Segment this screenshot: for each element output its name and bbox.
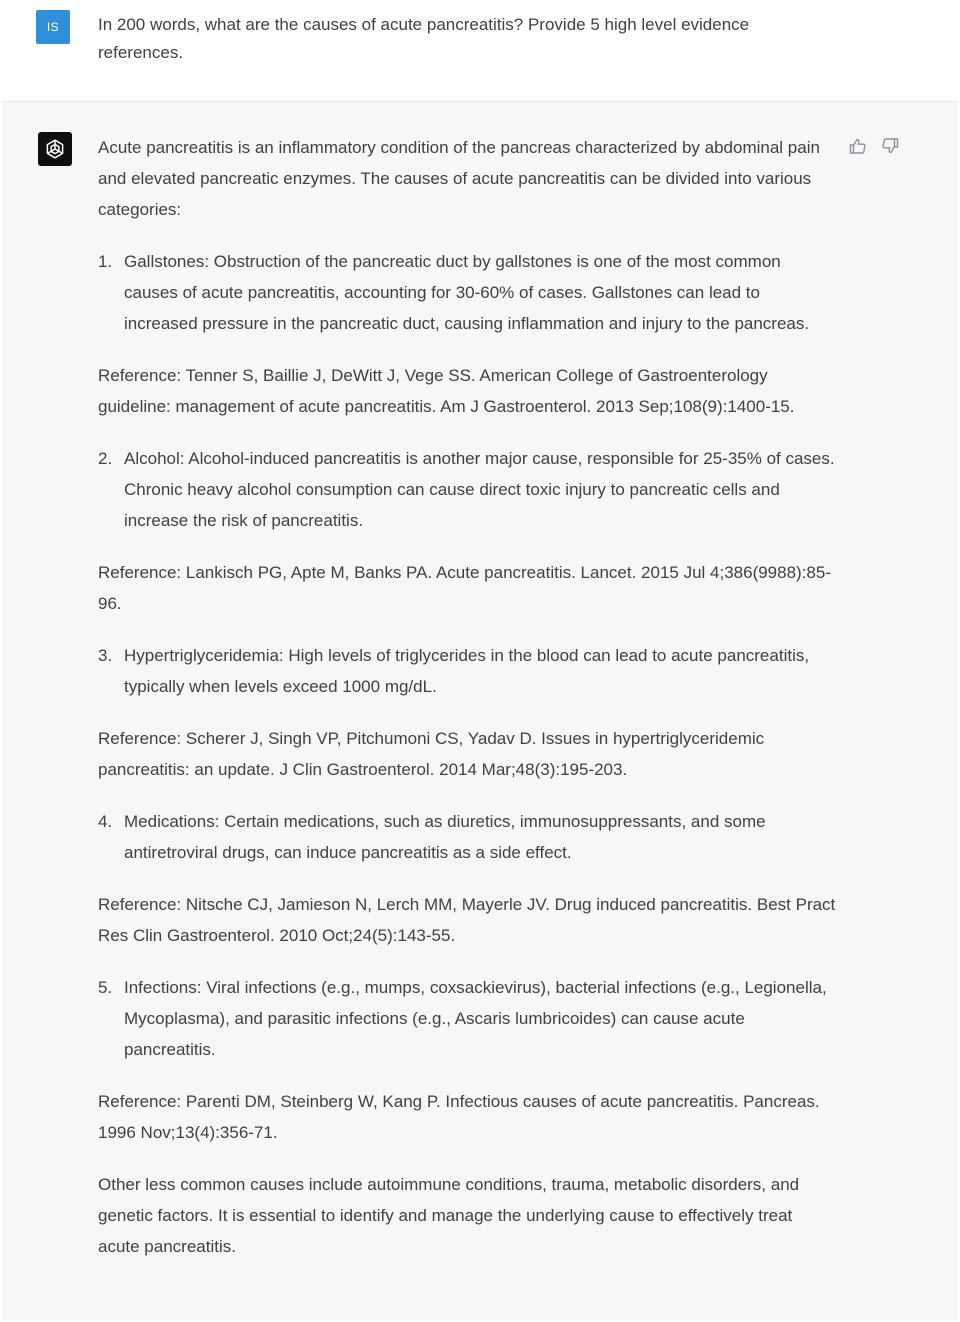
- reference-text: Reference: Lankisch PG, Apte M, Banks PA. Acute pancreatitis. Lancet. 2015 Jul 4;386(9988):85-96.: [98, 563, 832, 613]
- list-item-text: Gallstones: Obstruction of the pancreatic duct by gallstones is one of the most common causes of acute pancreatitis, accounting for 30-60% of cases. Gallstones can lead to increased pressure in the pancreatic duct, causing inflammation and injury to the pancreas.: [124, 252, 810, 333]
- list-item: [98, 246, 838, 339]
- list-item-number: 2.: [98, 449, 113, 468]
- user-message-row: [0, 0, 960, 100]
- list-item-text: Alcohol: Alcohol-induced pancreatitis is another major cause, responsible for 25-35% of cases. Chronic heavy alcohol consumption can cause direct toxic injury to pancreatic cells and increase the risk of pancreatitis.: [124, 449, 835, 530]
- thumbs-up-icon[interactable]: [848, 136, 868, 156]
- list-item-number: 4.: [98, 812, 113, 831]
- list-item: [98, 443, 838, 536]
- assistant-message: [98, 132, 838, 1283]
- intro-paragraph: Acute pancreatitis is an inflammatory condition of the pancreas characterized by abdominal pain and elevated pancreatic enzymes. The causes of acute pancreatitis can be divided into various categories:: [98, 138, 820, 219]
- feedback-controls: [848, 136, 900, 156]
- reference-text: Reference: Parenti DM, Steinberg W, Kang P. Infectious causes of acute pancreatitis. Pancreas. 1996 Nov;13(4):356-71.: [98, 1092, 820, 1142]
- list-item-number: 5.: [98, 978, 113, 997]
- user-avatar: IS: [36, 10, 70, 44]
- thumbs-down-icon[interactable]: [880, 136, 900, 156]
- list-item: [98, 640, 838, 702]
- list-item-text: Infections: Viral infections (e.g., mumps, coxsackievirus), bacterial infections (e.g., Legionella, Mycoplasma), and parasitic infections (e.g., Ascaris lumbricoides) can cause acute pancreatitis.: [124, 978, 827, 1059]
- list-item-text: Medications: Certain medications, such as diuretics, immunosuppressants, and some antiretroviral drugs, can induce pancreatitis as a side effect.: [124, 812, 766, 862]
- openai-logo-icon: [43, 137, 67, 161]
- list-item-number: 1.: [98, 252, 113, 271]
- reference-text: Reference: Nitsche CJ, Jamieson N, Lerch MM, Mayerle JV. Drug induced pancreatitis. Best Pract Res Clin Gastroenterol. 2010 Oct;24(5):143-55.: [98, 895, 836, 945]
- list-item-text: Hypertriglyceridemia: High levels of triglycerides in the blood can lead to acute pancreatitis, typically when levels exceed 1000 mg/dL.: [124, 646, 810, 696]
- user-message: In 200 words, what are the causes of acute pancreatitis? Provide 5 high level evidence references.: [98, 15, 750, 62]
- list-item-number: 3.: [98, 646, 113, 665]
- reference-text: Reference: Tenner S, Baillie J, DeWitt J, Vege SS. American College of Gastroenterology guideline: management of acute pancreatitis. Am J Gastroenterol. 2013 Sep;108(9):1400-15.: [98, 366, 795, 416]
- reference-text: Reference: Scherer J, Singh VP, Pitchumoni CS, Yadav D. Issues in hypertriglyceridemic pancreatitis: an update. J Clin Gastroenterol. 2014 Mar;48(3):195-203.: [98, 729, 765, 779]
- list-item: [98, 806, 838, 868]
- conclusion-paragraph: Other less common causes include autoimmune conditions, trauma, metabolic disorders, and genetic factors. It is essential to identify and manage the underlying cause to effectively treat acute pancreatitis.: [98, 1175, 800, 1256]
- assistant-message-row: [2, 101, 958, 1320]
- assistant-avatar: [38, 132, 72, 166]
- list-item: [98, 972, 838, 1065]
